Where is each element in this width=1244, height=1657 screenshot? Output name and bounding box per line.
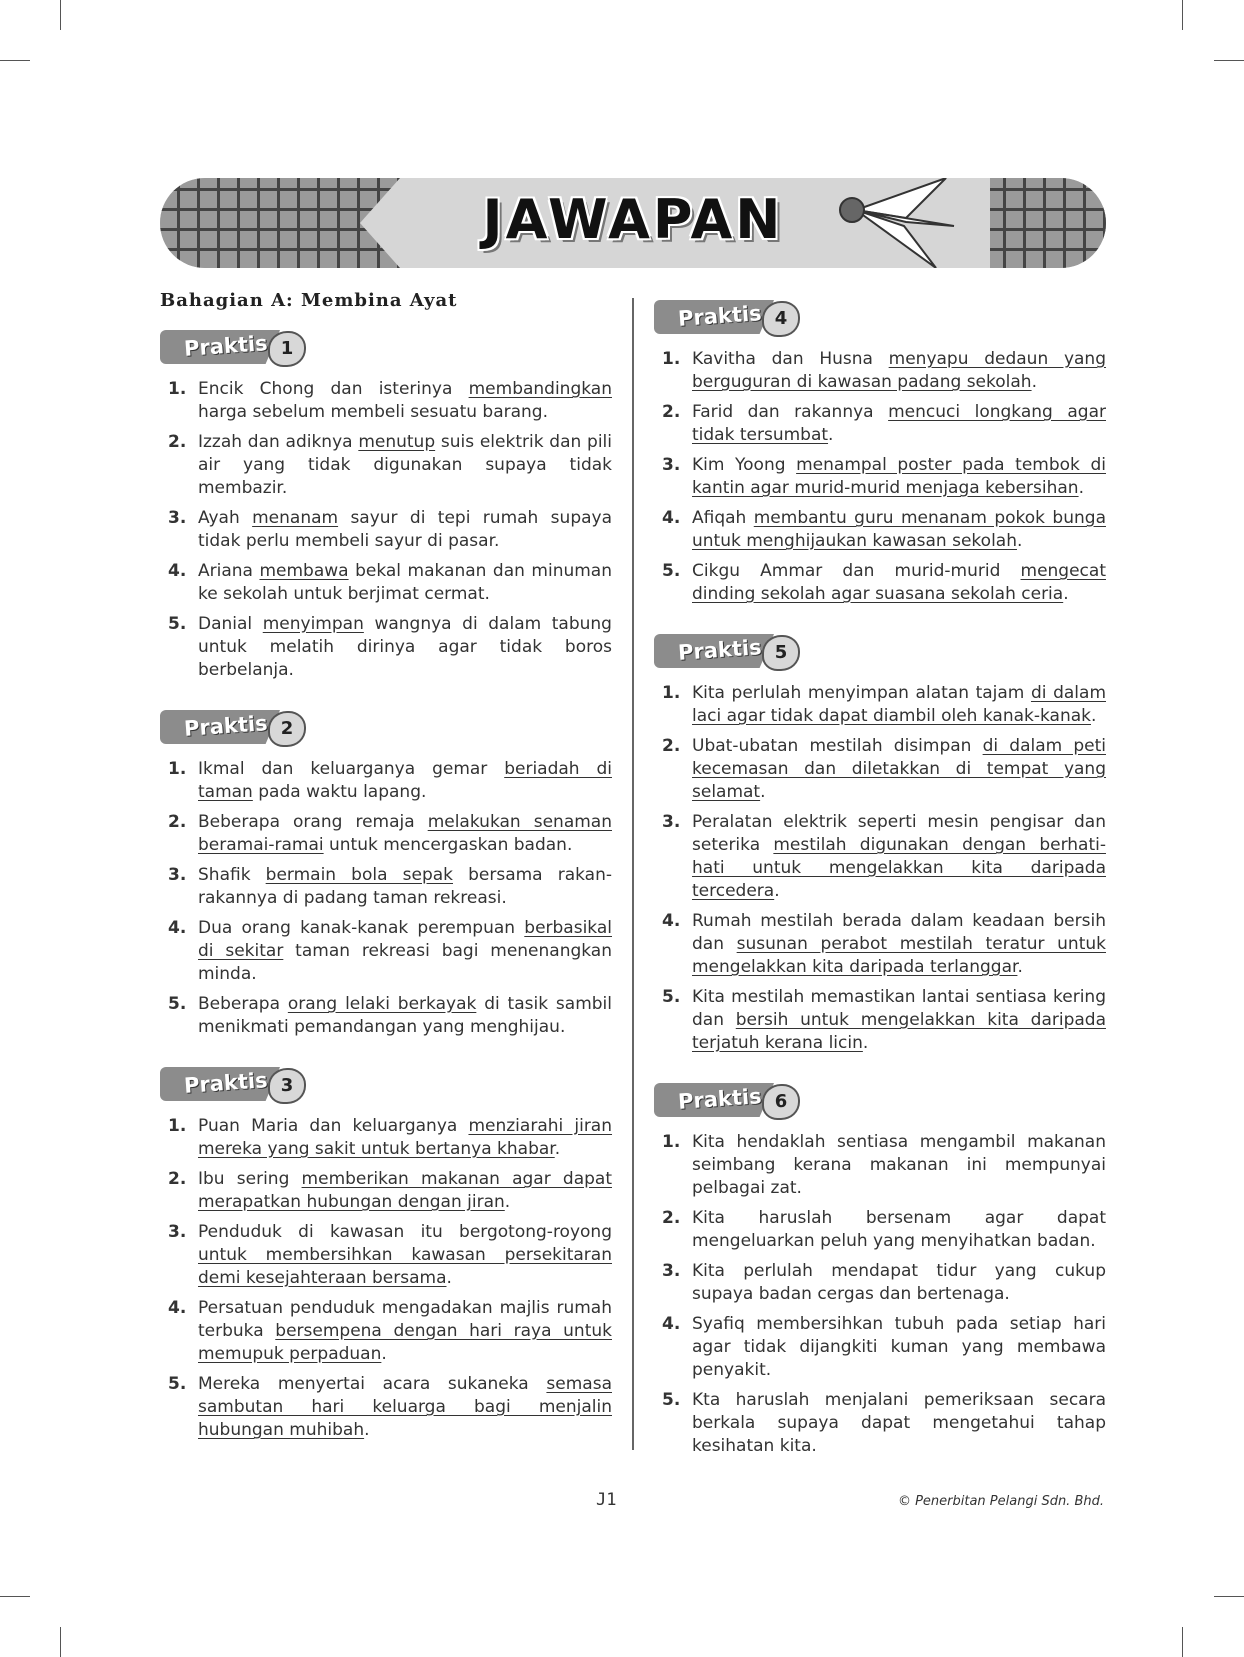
answer-list <box>654 682 1106 1055</box>
answer-item <box>160 1297 612 1366</box>
crop-mark <box>1214 60 1244 61</box>
answer-item <box>160 1373 612 1442</box>
item-underlined-text: bersempena dengan hari raya untuk memupuk perpaduan <box>198 1321 612 1364</box>
answer-item <box>160 560 612 606</box>
crop-mark <box>1182 1627 1183 1657</box>
item-text: Ubat-ubatan mestilah disimpan <box>692 736 983 756</box>
praktis-label: Praktis <box>677 635 763 665</box>
item-text: Ibu sering <box>198 1169 302 1189</box>
item-underlined-text: membantu guru menanam pokok bunga untuk menghijaukan kawasan sekolah <box>692 508 1106 551</box>
item-underlined-text: membandingkan <box>468 379 612 399</box>
item-text: Peralatan elektrik seperti mesin pengisar dan seterika <box>692 812 1106 855</box>
item-text: Kita hendaklah sentiasa mengambil makanan seimbang kerana makanan ini mempunyai pelbagai zat. <box>692 1132 1106 1198</box>
answer-item <box>160 1221 612 1290</box>
item-number: 5. <box>662 987 681 1007</box>
item-text: Encik Chong dan isterinya <box>198 379 469 399</box>
item-text-end: . <box>828 425 834 445</box>
item-number: 3. <box>662 1261 681 1281</box>
answer-item <box>654 1389 1106 1458</box>
answer-list <box>160 1115 612 1442</box>
praktis-section <box>654 1081 1106 1458</box>
item-number: 3. <box>168 865 187 885</box>
item-text-end: . <box>1091 706 1097 726</box>
praktis-label: Praktis <box>677 301 763 331</box>
item-underlined-text: orang lelaki berkayak <box>287 994 477 1014</box>
item-underlined-text: di dalam peti kecemasan dan diletakkan di tempat yang selamat <box>692 736 1106 802</box>
item-number: 4. <box>168 561 187 581</box>
item-text: Beberapa <box>198 994 288 1014</box>
item-number: 4. <box>168 1298 187 1318</box>
praktis-number-badge: 5 <box>762 635 800 671</box>
item-number: 5. <box>662 561 681 581</box>
answer-list <box>160 758 612 1039</box>
item-number: 2. <box>662 736 681 756</box>
item-text: Dua orang kanak-kanak perempuan <box>198 918 525 938</box>
item-number: 1. <box>662 683 681 703</box>
item-text-end: untuk mencergaskan badan. <box>323 835 573 855</box>
copyright: © Penerbitan Pelangi Sdn. Bhd. <box>897 1494 1104 1509</box>
praktis-label: Praktis <box>677 1084 763 1114</box>
answer-item <box>654 507 1106 553</box>
item-text: Ayah <box>198 508 253 528</box>
item-underlined-text: menampal poster pada tembok di kantin agar murid-murid menjaga kebersihan <box>692 455 1106 498</box>
praktis-section <box>654 298 1106 606</box>
item-underlined-text: menutup <box>358 432 436 452</box>
answer-item <box>160 758 612 804</box>
answer-item <box>160 378 612 424</box>
item-number: 5. <box>662 1390 681 1410</box>
item-text-end: suis elektrik dan pili air yang tidak digunakan supaya tidak membazir. <box>198 432 613 498</box>
item-underlined-text: mencuci longkang agar tidak tersumbat <box>692 402 1106 445</box>
item-number: 1. <box>168 1116 187 1136</box>
answer-item <box>654 401 1106 447</box>
item-number: 2. <box>168 1169 187 1189</box>
praktis-label: Praktis <box>183 331 269 361</box>
praktis-number-badge: 2 <box>268 711 306 747</box>
item-number: 1. <box>168 379 187 399</box>
praktis-label: Praktis <box>183 711 269 741</box>
item-text-end: taman rekreasi bagi menenangkan minda. <box>198 941 613 984</box>
item-text: Kim Yoong <box>692 455 797 475</box>
item-text-end: . <box>774 881 780 901</box>
answer-item <box>654 682 1106 728</box>
item-number: 5. <box>168 994 187 1014</box>
praktis-label: Praktis <box>183 1068 269 1098</box>
item-underlined-text: untuk membersihkan kawasan persekitaran demi kesejahteraan bersama <box>198 1245 612 1288</box>
answer-item <box>654 560 1106 606</box>
answer-item <box>160 811 612 857</box>
item-number: 2. <box>662 402 681 422</box>
answer-item <box>654 1207 1106 1253</box>
item-text: Afiqah <box>692 508 754 528</box>
answer-item <box>160 993 612 1039</box>
answer-item <box>160 864 612 910</box>
item-number: 5. <box>168 1374 187 1394</box>
item-text: Kita perlulah mendapat tidur yang cukup supaya badan cergas dan bertenaga. <box>692 1261 1106 1304</box>
item-text-end: . <box>862 1033 869 1053</box>
item-text-end: wangnya di dalam tabung untuk melatih dirinya agar tidak boros berbelanja. <box>198 614 612 680</box>
praktis-number-badge: 1 <box>268 331 306 367</box>
right-column <box>654 298 1106 1484</box>
item-text: Izzah dan adiknya <box>198 432 359 452</box>
item-text-end: . <box>381 1344 387 1364</box>
column-divider <box>632 298 634 1450</box>
item-underlined-text: beriadah di taman <box>198 759 612 802</box>
item-number: 2. <box>662 1208 681 1228</box>
item-underlined-text: mengecat dinding sekolah agar suasana sekolah ceria <box>692 561 1106 604</box>
item-number: 3. <box>168 1222 187 1242</box>
item-text-end: . <box>364 1420 370 1440</box>
item-underlined-text: mestilah digunakan dengan berhati-hati untuk mengelakkan kita daripada tercedera <box>692 835 1106 901</box>
crop-mark <box>0 1596 30 1597</box>
item-text-end: . <box>1017 957 1023 977</box>
item-number: 4. <box>662 1314 681 1334</box>
answer-item <box>654 1131 1106 1200</box>
answer-item <box>160 1168 612 1214</box>
answer-list <box>654 1131 1106 1458</box>
crop-mark <box>1182 0 1183 30</box>
answer-item <box>654 1313 1106 1382</box>
answer-item <box>654 454 1106 500</box>
praktis-header <box>160 708 612 746</box>
item-text-end: bekal makanan dan minuman ke sekolah untuk berjimat cermat. <box>198 561 613 604</box>
item-underlined-text: melakukan senaman beramai-ramai <box>198 812 612 855</box>
item-text-end: . <box>760 782 766 802</box>
item-text-end: . <box>504 1192 511 1212</box>
item-text-end: . <box>1016 531 1023 551</box>
praktis-section <box>160 328 612 682</box>
answer-item <box>654 348 1106 394</box>
item-number: 4. <box>662 508 681 528</box>
item-text: Kita perlulah menyimpan alatan tajam <box>692 683 1031 703</box>
page-title: JAWAPAN <box>482 188 784 251</box>
item-underlined-text: semasa sambutan hari keluarga bagi menjalin hubungan muhibah <box>198 1374 612 1440</box>
answer-item <box>654 735 1106 804</box>
item-text: Kita haruslah bersenam agar dapat mengeluarkan peluh yang menyihatkan badan. <box>692 1208 1106 1251</box>
item-text: Cikgu Ammar dan murid-murid <box>692 561 1021 581</box>
item-text: Puan Maria dan keluarganya <box>198 1116 469 1136</box>
item-text-end: . <box>446 1268 452 1288</box>
item-underlined-text: berbasikal di sekitar <box>198 918 612 961</box>
item-text: Mereka menyertai acara sukaneka <box>198 1374 547 1394</box>
item-text: Farid dan rakannya <box>692 402 889 422</box>
praktis-section <box>654 632 1106 1055</box>
item-text: Penduduk di kawasan itu bergotong-royong <box>198 1222 612 1242</box>
item-text: Ikmal dan keluarganya gemar <box>198 759 505 779</box>
item-text-end: . <box>1063 584 1069 604</box>
praktis-header <box>654 632 1106 670</box>
praktis-number-badge: 4 <box>762 301 800 337</box>
item-text-end: di tasik sambil menikmati pemandangan yang menghijau. <box>198 994 612 1037</box>
item-underlined-text: menziarahi jiran mereka yang sakit untuk bertanya khabar <box>198 1116 613 1159</box>
item-text-end: sayur di tepi rumah supaya tidak perlu membeli sayur di pasar. <box>198 508 612 551</box>
item-underlined-text: bermain bola sepak <box>265 865 453 885</box>
praktis-section <box>160 1065 612 1442</box>
item-text: Kita mestilah memastikan lantai sentiasa kering dan <box>692 987 1106 1030</box>
item-underlined-text: memberikan makanan agar dapat merapatkan hubungan dengan jiran <box>198 1169 612 1212</box>
item-text: Danial <box>198 614 263 634</box>
item-text: Shafik <box>198 865 266 885</box>
item-number: 2. <box>168 432 187 452</box>
crop-mark <box>60 0 61 30</box>
answer-item <box>654 986 1106 1055</box>
answer-list <box>160 378 612 682</box>
answer-item <box>160 507 612 553</box>
item-text-end: harga sebelum membeli sesuatu barang. <box>198 402 548 422</box>
section-title: Bahagian A: Membina Ayat <box>160 290 458 311</box>
item-number: 4. <box>662 911 681 931</box>
answer-item <box>160 613 612 682</box>
item-number: 1. <box>662 1132 681 1152</box>
praktis-header <box>654 1081 1106 1119</box>
praktis-number-badge: 3 <box>268 1068 306 1104</box>
item-text: Kavitha dan Husna <box>692 349 889 369</box>
item-underlined-text: susunan perabot mestilah teratur untuk mengelakkan kita daripada terlanggar <box>692 934 1106 977</box>
answer-item <box>160 917 612 986</box>
item-number: 3. <box>662 812 681 832</box>
item-number: 3. <box>662 455 681 475</box>
answer-list <box>654 348 1106 606</box>
item-text-end: pada waktu lapang. <box>252 782 427 802</box>
answer-item <box>654 811 1106 903</box>
item-number: 1. <box>662 349 681 369</box>
item-number: 2. <box>168 812 187 832</box>
item-underlined-text: membawa <box>259 561 349 581</box>
item-text-end: . <box>1078 478 1084 498</box>
item-text: Ariana <box>198 561 260 581</box>
item-underlined-text: menyapu dedaun yang berguguran di kawasan padang sekolah <box>692 349 1106 392</box>
item-number: 4. <box>168 918 187 938</box>
praktis-header <box>160 1065 612 1103</box>
crop-mark <box>60 1627 61 1657</box>
item-text-end: . <box>554 1139 561 1159</box>
header-banner <box>160 178 1106 268</box>
item-number: 3. <box>168 508 187 528</box>
item-number: 1. <box>168 759 187 779</box>
item-text: Kta haruslah menjalani pemeriksaan secara berkala supaya dapat mengetahui tahap kesihatan kita. <box>692 1390 1106 1456</box>
item-underlined-text: di dalam laci agar tidak dapat diambil oleh kanak-kanak <box>692 683 1106 726</box>
answer-item <box>654 1260 1106 1306</box>
crop-mark <box>1214 1596 1244 1597</box>
answer-item <box>160 1115 612 1161</box>
praktis-number-badge: 6 <box>762 1084 800 1120</box>
left-column <box>160 290 612 1468</box>
praktis-header <box>160 328 612 366</box>
answer-item <box>160 431 612 500</box>
praktis-section <box>160 708 612 1039</box>
item-text: Syafiq membersihkan tubuh pada setiap hari agar tidak dijangkiti kuman yang membawa penyakit. <box>692 1314 1106 1380</box>
item-underlined-text: menyimpan <box>262 614 364 634</box>
answer-item <box>654 910 1106 979</box>
item-text: Persatuan penduduk mengadakan majlis rumah terbuka <box>198 1298 612 1341</box>
praktis-header <box>654 298 1106 336</box>
crop-mark <box>0 60 30 61</box>
item-text-end: . <box>1031 372 1037 392</box>
item-text: Beberapa orang remaja <box>198 812 428 832</box>
item-underlined-text: menanam <box>252 508 339 528</box>
item-text-end: bersama rakan-rakannya di padang taman rekreasi. <box>198 865 612 908</box>
page-number: J1 <box>596 1490 617 1510</box>
item-underlined-text: bersih untuk mengelakkan kita daripada terjatuh kerana licin <box>692 1010 1106 1053</box>
item-number: 5. <box>168 614 187 634</box>
item-text: Rumah mestilah berada dalam keadaan bersih dan <box>692 911 1106 954</box>
